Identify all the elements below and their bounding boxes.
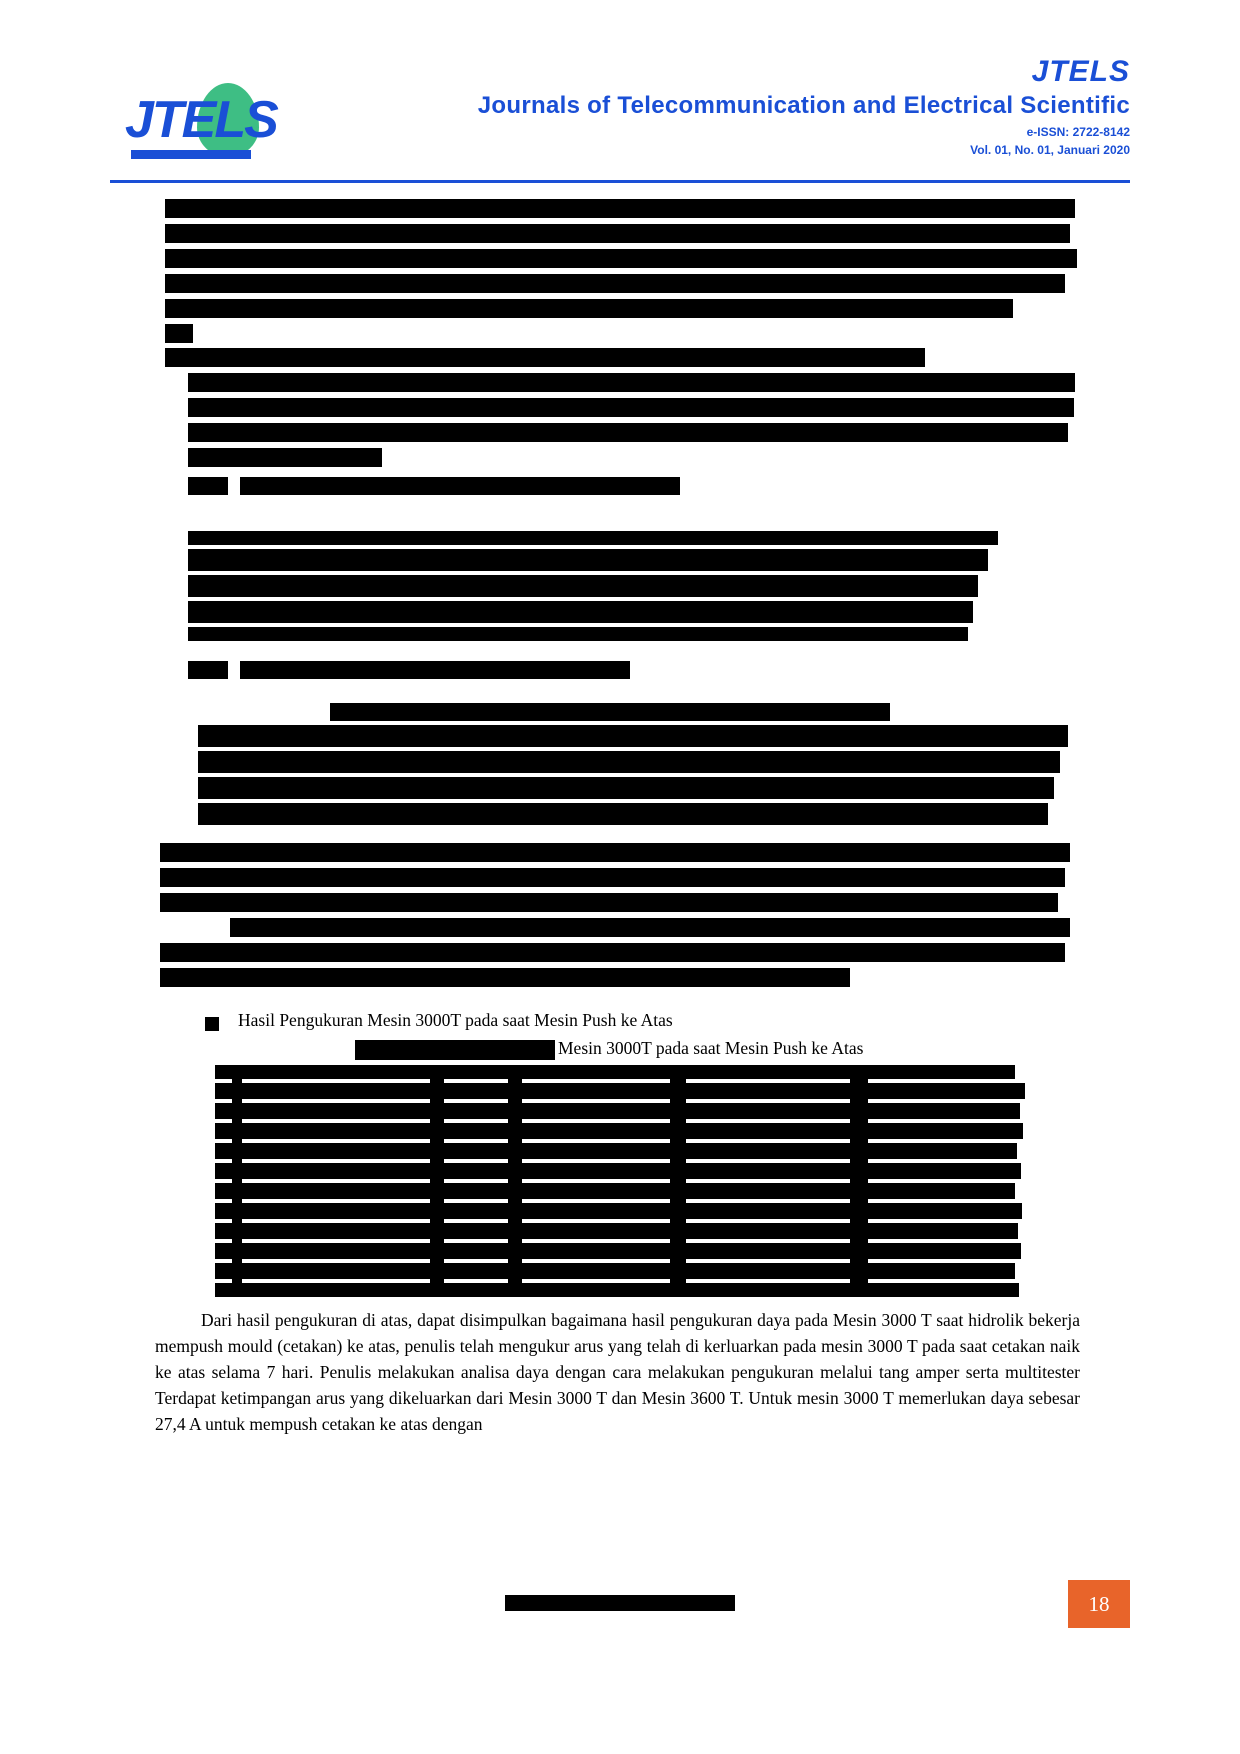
logo-underline-bar [131,150,251,159]
measurement-caption: Hasil Pengukuran Mesin 3000T pada saat Mesin Push ke Atas [238,1010,673,1030]
redacted-figure [198,751,1060,773]
redacted-text-block [188,373,1075,392]
jtels-logo [125,75,277,165]
page-number-badge: 18 [1068,1580,1130,1628]
redacted-table [188,549,988,571]
journal-issn: e-ISSN: 2722-8142 [1026,125,1130,139]
redacted-measurement-table [215,1183,1015,1199]
redacted-measurement-table [215,1163,1021,1179]
redacted-measurement-table [215,1103,1020,1119]
closing-paragraph: Dari hasil pengukuran di atas, dapat disimpulkan bagaimana hasil pengukuran daya pada Mesin 3000 T saat hidrolik bekerja mempush mould (cetakan) ke atas, penulis telah mengukur arus yang telah di kerluarkan pada mesin 3000 T pada saat cetakan naik ke atas selama 7 hari. Penulis melakukan analisa daya dengan cara melakukan pengukuran melalui tang amper serta multitester Terdapat ketimpangan arus yang dikeluarkan dari Mesin 3000 T dan Mesin 3600 T. Untuk mesin 3000 T memerlukan daya sebesar 27,4 A untuk mempush cetakan ke atas dengan [155,1310,1080,1434]
redacted-figure [330,703,890,721]
masthead-jtels-mark: JTELS [1031,55,1130,88]
redacted-text-block [188,398,1074,417]
header-divider [110,180,1130,183]
redacted-text-block [165,324,193,343]
redacted-table-column-rule [232,1065,242,1297]
redacted-text-block [188,448,382,467]
redacted-text-block [165,249,1077,268]
redacted-text-block [165,348,925,367]
redacted-text-block [165,224,1070,243]
redacted-measurement-table [215,1283,1019,1297]
redacted-list-heading [240,661,630,679]
redacted-table [188,601,973,623]
logo-text: JTELS [125,91,277,149]
redacted-list-heading [188,661,228,679]
redacted-text-block [160,868,1065,887]
document-content [155,195,1080,1595]
redacted-table [188,531,998,545]
redacted-measurement-table [215,1065,1015,1079]
masthead [360,55,1130,159]
redacted-figure [198,803,1048,825]
redacted-figure [198,777,1054,799]
redacted-table-column-rule [670,1065,686,1297]
redacted-text-block [188,423,1068,442]
journal-title: Journals of Telecommunication and Electrical Scientific [477,92,1130,119]
redacted-footer-text [505,1595,735,1611]
redacted-measurement-table [215,1223,1018,1239]
redacted-measurement-table [215,1203,1022,1219]
redacted-text-block [165,199,1075,218]
redacted-table-column-rule [430,1065,444,1297]
redacted-text-block [160,893,1058,912]
redacted-text-block [160,943,1065,962]
journal-volume: Vol. 01, No. 01, Januari 2020 [970,143,1130,157]
redacted-table-column-rule [850,1065,868,1297]
caption-bullet-icon [205,1017,219,1031]
redacted-table [188,575,978,597]
redacted-table-title [355,1040,555,1060]
redacted-measurement-table [215,1263,1015,1279]
redacted-measurement-table [215,1083,1025,1099]
table-title-tail: Mesin 3000T pada saat Mesin Push ke Atas [558,1038,864,1058]
redacted-table-column-rule [508,1065,522,1297]
redacted-list-heading [240,477,680,495]
redacted-measurement-table [215,1123,1023,1139]
redacted-text-block [230,918,1070,937]
redacted-text-block [165,299,1013,318]
redacted-table [188,627,968,641]
redacted-measurement-table [215,1243,1021,1259]
redacted-text-block [160,968,850,987]
redacted-text-block [160,843,1070,862]
redacted-figure [198,725,1068,747]
redacted-measurement-table [215,1143,1017,1159]
redacted-text-block [165,274,1065,293]
page-header [110,55,1130,185]
redacted-list-heading [188,477,228,495]
